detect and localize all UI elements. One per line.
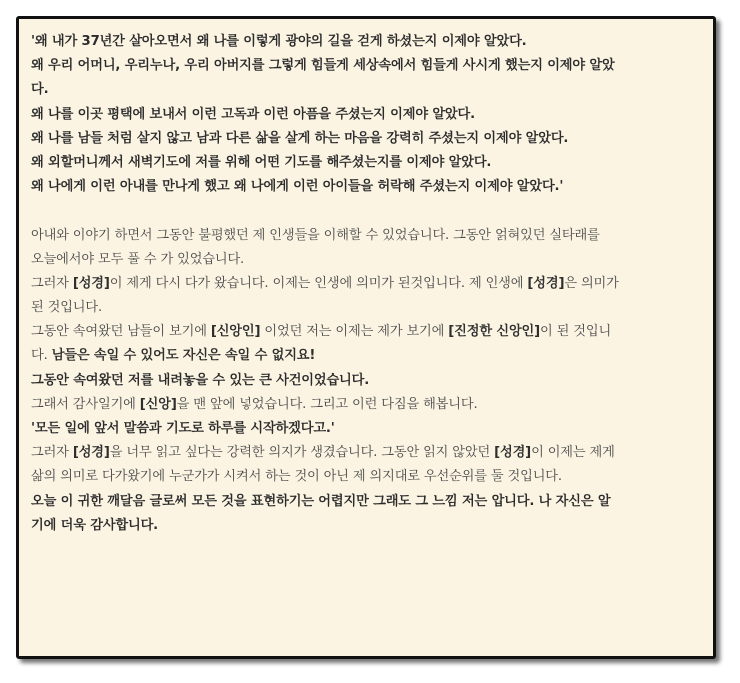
text-line	[31, 248, 707, 272]
text-line	[31, 78, 707, 102]
text-segment: 왜 나에게 이런 아내를 만나게 했고 왜 나에게 이런 아이들을 허락해 주셨는지 이제야 알았다.'	[31, 179, 564, 195]
highlighted-segment: 남들은 속일 수 있어도 자신은 속일 수 없지요!	[51, 348, 316, 364]
text-segment: '왜 내가 37년간 살아오면서 왜 나를 이렇게 광야의 길을 걷게 하셨는지 이제야 알았다.	[31, 34, 527, 49]
text-segment: 다.	[31, 82, 49, 98]
text-segment: 된 것입니다.	[31, 300, 103, 316]
highlighted-segment: [성경]	[494, 445, 532, 461]
text-line	[31, 175, 707, 199]
text-segment: 왜 나를 남들 처럼 살지 않고 남과 다른 삶을 살게 하는 마음을 강력히 주셨는지 이제야 알았다.	[31, 130, 569, 146]
text-line	[31, 344, 707, 368]
text-segment: 오늘에서야 모두 풀 수 가 있었습니다.	[31, 251, 245, 267]
highlighted-segment: [진정한 신앙인]	[448, 324, 541, 340]
blank-line	[31, 199, 707, 223]
text-segment: 기에 더욱 감사합니다.	[31, 517, 159, 533]
text-segment: 을 너무 읽고 싶다는 강력한 의지가 생겼습니다. 그동안 읽지 않았던	[109, 445, 495, 461]
document-body	[31, 30, 707, 538]
text-line	[31, 224, 707, 248]
text-segment: 아내와 이야기 하면서 그동안 불평했던 제 인생들을 이해할 수 있었습니다. 그동안 얽혀있던 실타래를	[31, 227, 600, 243]
text-line	[31, 441, 707, 465]
text-segment: 이 된 것입니	[540, 324, 612, 340]
text-line	[31, 417, 707, 441]
text-segment: 그동안 속여왔던 남들이 보기에	[31, 324, 211, 340]
text-line	[31, 296, 707, 320]
text-segment: 왜 나를 이곳 평택에 보내서 이런 고독과 이런 아픔을 주셨는지 이제야 알았다.	[31, 106, 475, 122]
text-line	[31, 151, 707, 175]
text-segment: 이었던 저는 이제는 제가 보기에	[260, 324, 449, 340]
text-line	[31, 514, 707, 538]
highlighted-segment: [성경]	[72, 275, 110, 291]
highlighted-segment: [성경]	[527, 275, 565, 291]
highlighted-segment: [성경]	[72, 445, 110, 461]
text-segment: 그래서 감사일기에	[31, 396, 140, 412]
text-box	[16, 16, 716, 659]
text-line	[31, 30, 707, 54]
text-segment: 은 의미가	[564, 275, 619, 291]
text-line	[31, 127, 707, 151]
text-line	[31, 369, 707, 393]
text-line	[31, 490, 707, 514]
text-segment: 을 맨 앞에 넣었습니다. 그리고 이런 다짐을 해봅니다.	[176, 396, 478, 412]
text-segment: '모든 일에 앞서 말씀과 기도로 하루를 시작하겠다고.'	[31, 421, 335, 436]
text-segment: 그동안 속여왔던 저를 내려놓을 수 있는 큰 사건이었습니다.	[31, 372, 370, 388]
text-segment: 그러자	[31, 445, 73, 461]
text-segment: 그러자	[31, 275, 73, 291]
text-segment: 이 이제는 제게	[531, 445, 615, 461]
text-line	[31, 393, 707, 417]
text-segment: 삶의 의미로 다가왔기에 누군가가 시켜서 하는 것이 아닌 제 의지대로 우선순위를 둘 것입니다.	[31, 469, 562, 485]
highlighted-segment: [신앙]	[139, 396, 177, 412]
text-line	[31, 54, 707, 78]
text-segment: 왜 외할머니께서 새벽기도에 저를 위해 어떤 기도를 해주셨는지를 이제야 알았다.	[31, 154, 492, 170]
text-line	[31, 272, 707, 296]
text-segment: 이 제게 다시 다가 왔습니다. 이제는 인생에 의미가 된것입니다. 제 인생에	[109, 275, 528, 291]
text-line	[31, 465, 707, 489]
text-segment: 왜 우리 어머니, 우리누나, 우리 아버지를 그렇게 힘들게 세상속에서 힘들게 사시게 했는지 이제야 알았	[31, 58, 615, 74]
text-segment: 오늘 이 귀한 깨달음 글로써 모든 것을 표현하기는 어렵지만 그래도 그 느낌 저는 압니다. 나 자신은 알	[31, 493, 611, 509]
text-line	[31, 320, 707, 344]
text-line	[31, 103, 707, 127]
highlighted-segment: [신앙인]	[210, 324, 261, 340]
text-segment: 다.	[31, 348, 52, 364]
